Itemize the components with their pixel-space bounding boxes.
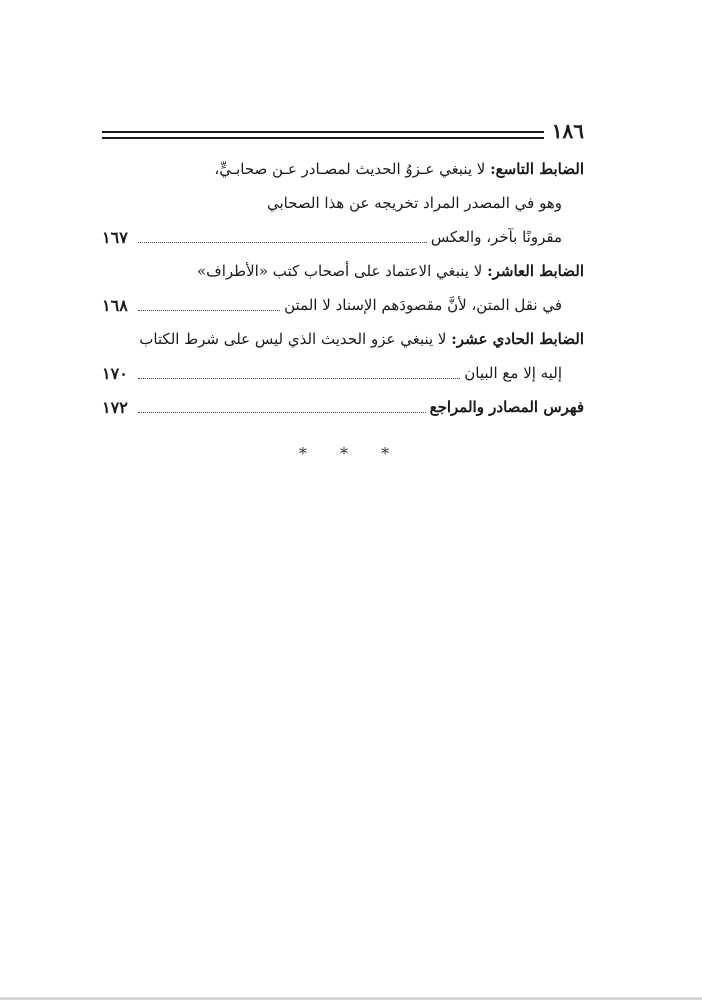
toc-page-number: ١٧٠ xyxy=(102,363,128,383)
toc-page-number: ١٦٧ xyxy=(102,227,128,247)
header-rule-bottom xyxy=(102,137,544,139)
toc-entry-10-line-1 xyxy=(102,254,584,288)
toc-entry-9-line-3 xyxy=(102,220,584,254)
toc-entry-text: في نقل المتن، لأنَّ مقصودَهم الإسناد لا المتن xyxy=(284,296,562,314)
toc-entry-9-line-1 xyxy=(102,152,584,186)
toc-entry-text: إليه إلا مع البيان xyxy=(464,364,562,382)
toc-entry-text: لا ينبغي عـزوُ الحديث لمصـادر عـن صحابـيٍّ، xyxy=(214,160,491,178)
table-of-contents xyxy=(102,152,584,424)
toc-entry-heading: فهرس المصادر والمراجع xyxy=(429,398,584,416)
page-header xyxy=(102,118,584,148)
header-rule-top xyxy=(102,131,544,133)
toc-page-number: ١٦٨ xyxy=(102,295,128,315)
toc-entry-text: وهو في المصدر المراد تخريجه عن هذا الصحابي xyxy=(266,194,562,212)
toc-entry-text: لا ينبغي عزو الحديث الذي ليس على شرط الكتاب xyxy=(139,330,452,348)
dot-leader xyxy=(138,364,460,379)
toc-entry-heading: الضابط العاشر: xyxy=(487,262,584,280)
page-number: ١٨٦ xyxy=(551,119,584,143)
toc-entry-11-line-1 xyxy=(102,322,584,356)
dot-leader xyxy=(138,296,280,311)
toc-entry-text: لا ينبغي الاعتماد على أصحاب كتب «الأطراف» xyxy=(196,262,488,280)
toc-entry-9-line-2 xyxy=(102,186,584,220)
toc-entry-heading: الضابط الحادي عشر: xyxy=(451,330,584,348)
dot-leader xyxy=(138,228,427,243)
section-ornament: * * * xyxy=(298,444,404,463)
toc-entry-index xyxy=(102,390,584,424)
dot-leader xyxy=(138,398,426,413)
toc-entry-11-line-2 xyxy=(102,356,584,390)
toc-entry-10-line-2 xyxy=(102,288,584,322)
toc-page-number: ١٧٢ xyxy=(102,397,128,417)
toc-entry-heading: الضابط التاسع: xyxy=(490,160,584,178)
toc-entry-text: مقرونًا بآخر، والعكس xyxy=(430,228,562,246)
